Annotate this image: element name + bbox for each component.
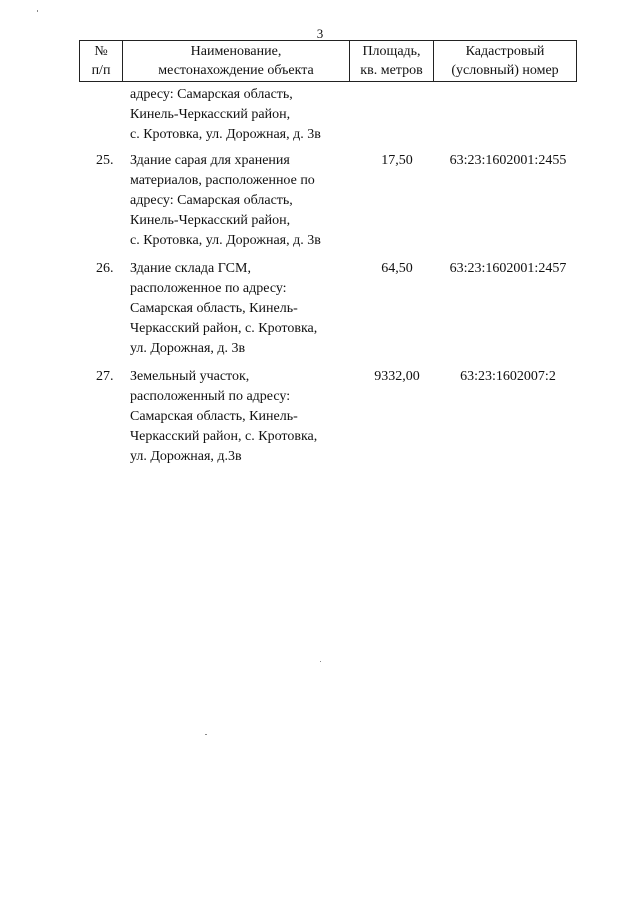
- header-number: [80, 41, 123, 82]
- header-area-line2: кв. метров: [360, 63, 423, 78]
- header-name-line2: местонахождение объекта: [158, 63, 314, 78]
- row-name-line: Здание сарая для хранения: [130, 153, 290, 168]
- row-name-line: с. Кротовка, ул. Дорожная, д. 3в: [130, 233, 321, 248]
- row-number: 25.: [96, 153, 114, 168]
- header-area-line1: Площадь,: [362, 44, 421, 59]
- row-name-line: расположенное по адресу:: [130, 281, 287, 296]
- row-name: [130, 259, 355, 359]
- row-name-line: Земельный участок,: [130, 369, 250, 384]
- row-area: 9332,00: [374, 369, 420, 384]
- row-name: [130, 367, 355, 467]
- row-cadastral: 63:23:1602007:2: [460, 369, 556, 384]
- row-name: [130, 151, 355, 251]
- row-name-line: Кинель-Черкасский район,: [130, 213, 291, 228]
- header-cadastral-line1: Кадастровый: [465, 44, 545, 59]
- continuation-line: Кинель-Черкасский район,: [130, 107, 291, 122]
- row-name-line: Черкасский район, с. Кротовка,: [130, 429, 318, 444]
- row-name-line: расположенный по адресу:: [130, 389, 291, 404]
- row-cadastral: 63:23:1602001:2457: [449, 261, 567, 276]
- row-name-line: ул. Дорожная, д. 3в: [130, 341, 246, 356]
- row-number: 26.: [96, 261, 114, 276]
- header-name-line1: Наименование,: [190, 44, 282, 59]
- row-name-line: Самарская область, Кинель-: [130, 409, 298, 424]
- table-header: [79, 40, 577, 82]
- scan-speck: [320, 661, 321, 662]
- scan-speck: [205, 734, 207, 735]
- row-name-line: материалов, расположенное по: [130, 173, 315, 188]
- header-cadastral: [434, 41, 577, 82]
- row-area: 64,50: [381, 261, 413, 276]
- scan-speck: [37, 10, 38, 12]
- row-name-line: Самарская область, Кинель-: [130, 301, 298, 316]
- header-cadastral-line2: (условный) номер: [451, 63, 559, 78]
- row-name-line: ул. Дорожная, д.3в: [130, 449, 242, 464]
- row-area: 17,50: [381, 153, 413, 168]
- page-number: 3: [316, 26, 324, 41]
- header-area: [350, 41, 434, 82]
- row-number: 27.: [96, 369, 114, 384]
- header-name: [123, 41, 350, 82]
- header-number-line2: п/п: [91, 63, 111, 78]
- row-name-line: адресу: Самарская область,: [130, 193, 293, 208]
- continuation-line: адресу: Самарская область,: [130, 87, 293, 102]
- header-number-line1: №: [94, 44, 108, 59]
- row-name-line: Здание склада ГСМ,: [130, 261, 251, 276]
- row-name-line: Черкасский район, с. Кротовка,: [130, 321, 318, 336]
- row-cadastral: 63:23:1602001:2455: [449, 153, 567, 168]
- continuation-line: с. Кротовка, ул. Дорожная, д. 3в: [130, 127, 321, 142]
- continuation-text: [130, 85, 360, 145]
